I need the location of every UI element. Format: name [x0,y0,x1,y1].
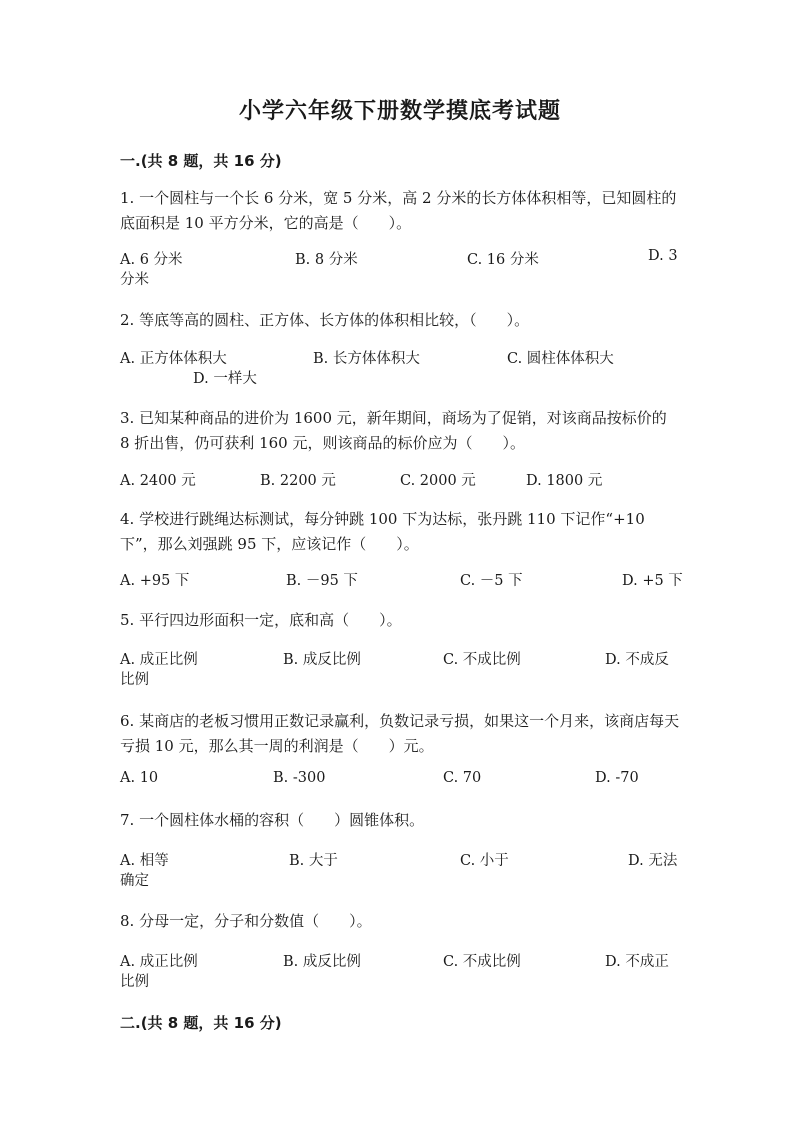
options-7 [120,849,680,899]
option-c: C. 2000 元 [400,473,476,489]
question-4: 4. 学校进行跳绳达标测试，每分钟跳 100 下为达标，张丹跳 110 下记作“+10 下”，那么刘强跳 95 下，应该记作（ ）。 [120,510,645,553]
option-a: A. 6 分米 [120,252,183,268]
option-a: A. 10 [120,770,159,786]
option-c: C. 70 [443,770,482,786]
option-d-wrap: 比例 [120,672,149,688]
option-c: C. 16 分米 [467,252,539,268]
options-5 [120,648,680,698]
option-a: A. 成正比例 [120,652,198,668]
option-b: B. 2200 元 [260,473,336,489]
question-7: 7. 一个圆柱体水桶的容积（ ）圆锥体积。 [120,811,425,829]
option-b: B. 长方体体积大 [313,351,420,367]
option-d-wrap: 比例 [120,974,149,990]
question-2: 2. 等底等高的圆柱、正方体、长方体的体积相比较，（ ）。 [120,311,530,329]
option-d: D. -70 [595,770,639,786]
question-8: 8. 分母一定，分子和分数值（ ）。 [120,912,372,930]
option-c: C. 圆柱体体积大 [507,351,614,367]
option-b: B. 8 分米 [295,252,358,268]
options-8 [120,950,680,1000]
option-a: A. 2400 元 [120,473,196,489]
question-3: 3. 已知某种商品的进价为 1600 元，新年期间，商场为了促销，对该商品按标价的 8 折出售，仍可获利 160 元，则该商品的标价应为（ ）。 [120,409,667,452]
question-5: 5. 平行四边形面积一定，底和高（ ）。 [120,611,402,629]
option-c: C. －5 下 [460,573,523,589]
option-d: D. 3 [648,248,678,264]
option-c: C. 不成比例 [443,954,521,970]
option-b: B. 大于 [289,853,338,869]
options-2 [120,347,680,397]
option-b: B. 成反比例 [283,652,361,668]
section-heading-2: 二.(共 8 题，共 16 分) [120,1014,282,1032]
option-a: A. 正方体体积大 [120,351,227,367]
option-b: B. -300 [273,770,326,786]
option-b: B. －95 下 [286,573,358,589]
option-d: D. 一样大 [193,371,257,387]
option-c: C. 小于 [460,853,509,869]
option-a: A. +95 下 [120,573,190,589]
option-a: A. 相等 [120,853,169,869]
option-b: B. 成反比例 [283,954,361,970]
option-d: D. 不成正 [605,954,669,970]
options-1 [120,248,680,298]
option-d: D. 1800 元 [526,473,603,489]
option-c: C. 不成比例 [443,652,521,668]
option-d: D. 不成反 [605,652,669,668]
option-a: A. 成正比例 [120,954,198,970]
option-d-wrap: 分米 [120,272,149,288]
question-1: 1. 一个圆柱与一个长 6 分米，宽 5 分米，高 2 分米的长方体体积相等，已知圆柱的底面积是 10 平方分米，它的高是（ ）。 [120,189,677,232]
section-heading-1: 一.(共 8 题，共 16 分) [120,152,282,170]
option-d: D. +5 下 [622,573,683,589]
option-d: D. 无法 [628,853,678,869]
option-d-wrap: 确定 [120,873,149,889]
question-6: 6. 某商店的老板习惯用正数记录赢利，负数记录亏损，如果这一个月来，该商店每天亏损 10 元，那么其一周的利润是（ ）元。 [120,712,680,755]
page-title: 小学六年级下册数学摸底考试题 [238,99,561,124]
